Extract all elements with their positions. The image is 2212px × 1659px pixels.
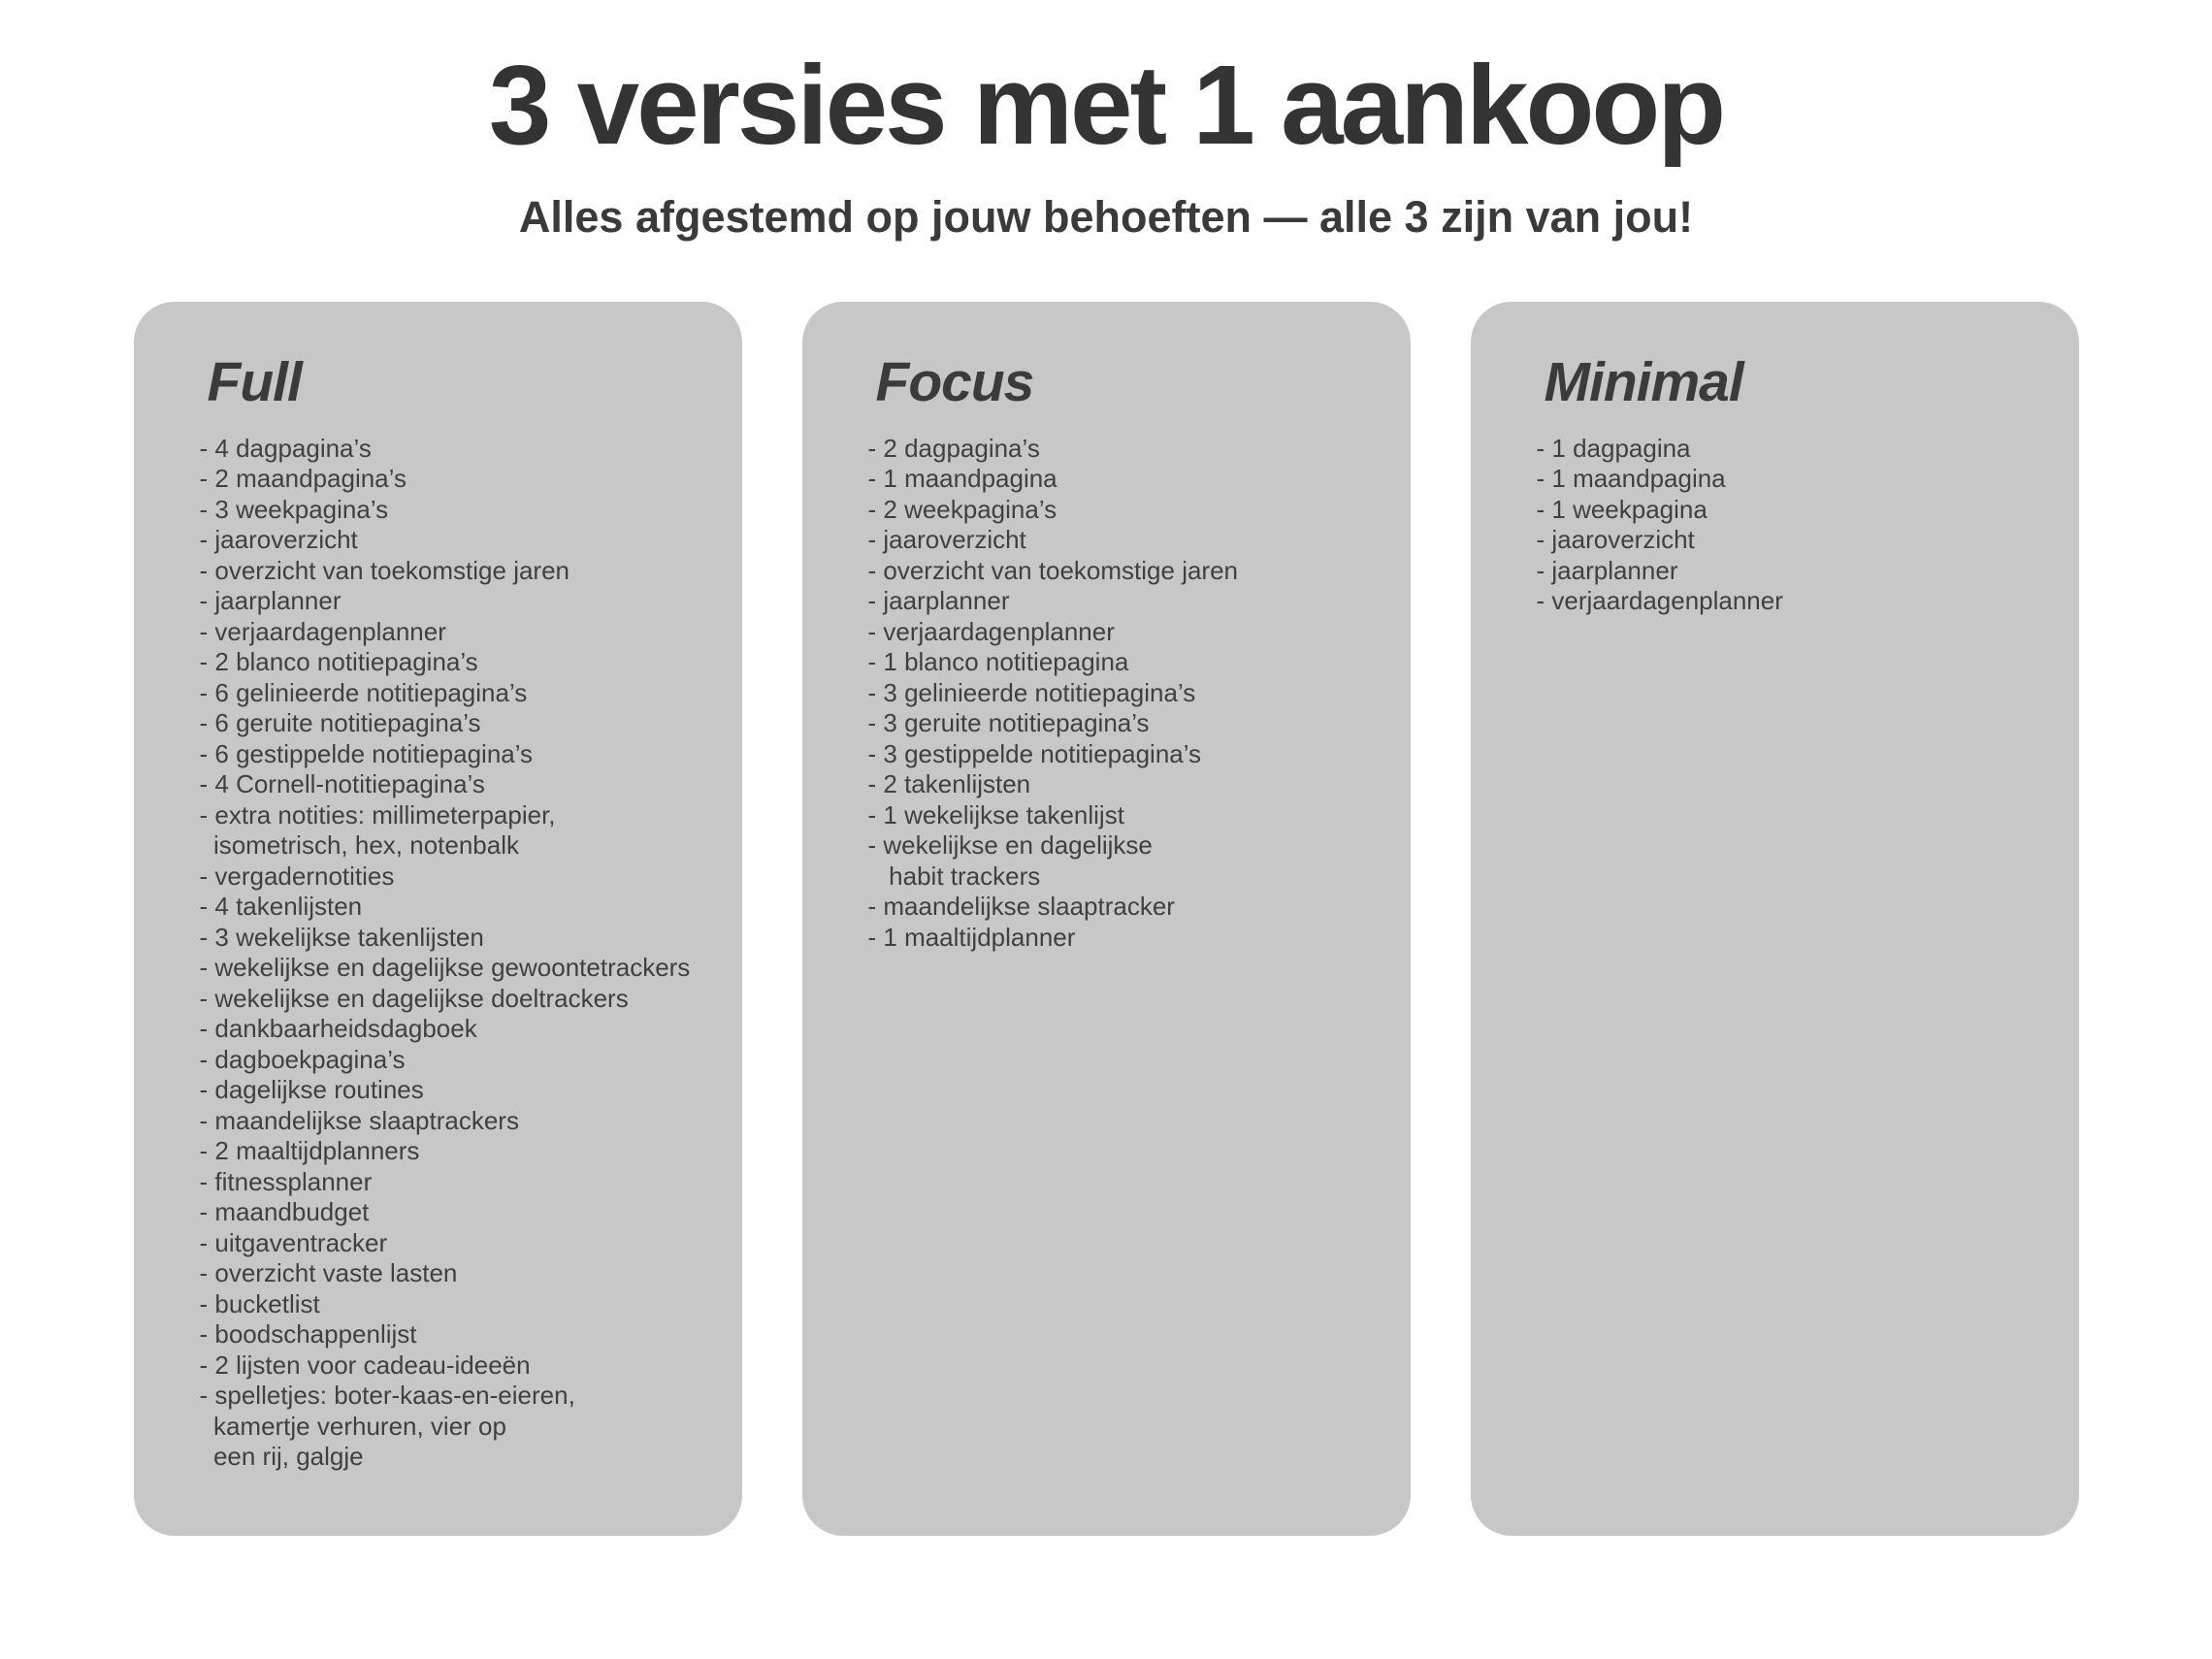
list-item: - jaarplanner [867,586,1010,616]
cards-row [0,302,2212,1536]
list-item: - overzicht vaste lasten [199,1258,458,1288]
page-title: 3 versies met 1 aankoop [488,42,1724,168]
list-item: - dankbaarheidsdagboek [199,1014,477,1044]
list-item: - 1 dagpagina [1536,433,1691,463]
list-item: een rij, galgje [199,1442,364,1472]
list-item: - 2 lijsten voor cadeau-ideeën [199,1350,531,1380]
list-item: - verjaardagenplanner [199,616,446,646]
card-focus [802,302,1411,1536]
card-minimal-list [1537,434,2066,617]
list-item: - maandelijkse slaaptrackers [199,1105,519,1135]
list-item: - jaarplanner [1536,555,1678,585]
list-item: - 1 weekpagina [1536,494,1708,524]
card-minimal [1471,302,2079,1536]
card-focus-title: Focus [875,351,1034,414]
list-item: habit trackers [867,861,1041,891]
page-subtitle: Alles afgestemd op jouw behoeften — alle 3 zijn van jou! [518,192,1694,243]
list-item: - 3 gelinieerde notitiepagina’s [867,677,1196,707]
list-item: - overzicht van toekomstige jaren [867,555,1239,585]
list-item: - 3 geruite notitiepagina’s [867,708,1150,738]
list-item: - jaarplanner [199,586,342,616]
list-item: - 1 blanco notitiepagina [867,647,1129,677]
list-item: - vergadernotities [199,861,395,891]
list-item: - wekelijkse en dagelijkse gewoontetrackers [199,953,691,983]
card-full-list [200,434,729,1473]
list-item: - maandbudget [199,1197,370,1227]
list-item: - 2 maandpagina’s [199,464,407,494]
list-item: - 3 weekpagina’s [199,494,389,524]
list-item: - wekelijkse en dagelijkse doeltrackers [199,983,629,1013]
card-focus-list [868,434,1397,954]
list-item: - fitnessplanner [199,1166,373,1196]
list-item: - jaaroverzicht [199,525,358,555]
list-item: - 6 geruite notitiepagina’s [199,708,481,738]
list-item: - dagelijkse routines [199,1075,424,1105]
list-item: - uitgaventracker [199,1227,388,1257]
list-item: - 3 wekelijkse takenlijsten [199,922,484,952]
list-item: - 2 blanco notitiepagina’s [199,647,478,677]
list-item: - 3 gestippelde notitiepagina’s [867,738,1202,768]
card-minimal-title: Minimal [1544,351,1743,414]
list-item: - dagboekpagina’s [199,1044,406,1074]
card-full [134,302,742,1536]
list-item: - 1 maandpagina [867,464,1057,494]
list-item: - wekelijkse en dagelijkse [867,830,1153,861]
list-item: - 1 maaltijdplanner [867,922,1076,952]
list-item: - 6 gelinieerde notitiepagina’s [199,677,528,707]
list-item: - overzicht van toekomstige jaren [199,555,570,585]
list-item: - 4 Cornell-notitiepagina’s [199,769,485,799]
list-item: - jaaroverzicht [1536,525,1695,555]
list-item: - maandelijkse slaaptracker [867,892,1175,922]
list-item: - verjaardagenplanner [867,616,1115,646]
list-item: isometrisch, hex, notenbalk [199,830,519,861]
list-item: - 4 dagpagina’s [199,433,372,463]
list-item: - 2 dagpagina’s [867,433,1040,463]
list-item: - extra notities: millimeterpapier, [199,799,556,830]
list-item: - 2 maaltijdplanners [199,1136,420,1166]
list-item: - 6 gestippelde notitiepagina’s [199,738,534,768]
list-item: - 4 takenlijsten [199,892,363,922]
list-item: - 2 takenlijsten [867,769,1031,799]
list-item: - 2 weekpagina’s [867,494,1057,524]
list-item: - spelletjes: boter-kaas-en-eieren, [199,1381,575,1411]
list-item: - 1 maandpagina [1536,464,1726,494]
list-item: - bucketlist [199,1288,320,1318]
list-item: - 1 wekelijkse takenlijst [867,799,1124,830]
list-item: - boodschappenlijst [199,1319,417,1350]
list-item: kamertje verhuren, vier op [199,1411,506,1441]
list-item: - jaaroverzicht [867,525,1026,555]
card-full-title: Full [207,351,302,414]
list-item: - verjaardagenplanner [1536,586,1783,616]
